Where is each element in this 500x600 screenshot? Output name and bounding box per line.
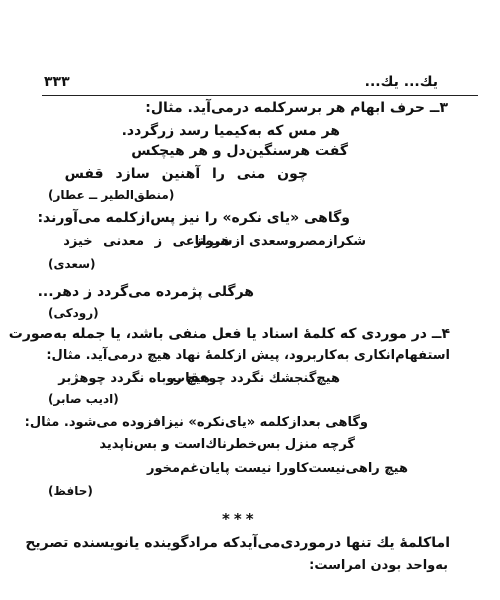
section3-verse-line: گفت هرسنگین‌دل و هر هیچکس	[131, 143, 348, 159]
section3-heading: ۳ــ حرف ابهام هر برسرکلمه درمی‌آید. مثال:	[145, 100, 448, 116]
verse-line: هرگلی پژمرده می‌گردد ز دهر...	[37, 284, 254, 300]
source-attribution: (سعدی)	[48, 257, 96, 271]
section4-intro: وگاهی بعدازکلمه «یای‌نکره» نیزافزوده می‌شود. مثال:	[24, 415, 368, 430]
closing-paragraph-line: به‌واحد بودن امراست:	[309, 558, 448, 573]
verse-line: گرچه منزل بس‌خطرناك‌است و بس‌ناپدید	[99, 437, 355, 452]
section4-heading: ۴ــ در موردی که کلمهٔ اسناد یا فعل منفی باشد، یا جمله به‌صورت	[8, 326, 450, 342]
section3-example-line: هر مس که به‌کیمیا رسد زرگردد.	[121, 123, 340, 139]
page-number: ۳۳۳	[44, 74, 70, 90]
verse-hemistich: هیچ روباه نگردد چوهژبر	[58, 371, 210, 386]
source-attribution: (رودکی)	[48, 306, 99, 320]
closing-paragraph-line: اماکلمهٔ یك تنها درموردی‌می‌آیدکه مرادگوینده یانویسنده تصریح	[25, 535, 450, 551]
source-attribution: (ادیب صابر)	[48, 392, 119, 406]
source-attribution: (منطق‌الطیر ــ عطار)	[48, 188, 175, 202]
section3-intro: وگاهی «یای نکره» را نیز پس‌ازکلمه می‌آورند:	[37, 210, 350, 226]
header-rule	[42, 95, 478, 96]
section4-heading-continuation: استفهام‌انکاری به‌کاربرود، پیش ازکلمهٔ نهاد هیچ درمی‌آید. مثال:	[46, 348, 450, 363]
section3-verse-line: چون منی را آهنین سازد قفس	[64, 166, 308, 182]
verse-hemistich: هرمتاعی ز معدنی خیزد	[63, 234, 230, 249]
section-separator: ***	[222, 510, 258, 528]
header-title: یك... یك...	[364, 74, 438, 90]
verse-hemistich: هیچ‌گنجشك نگردد چوعقاب	[172, 371, 340, 386]
verse-hemistich: شکرازمصروسعدی ازشیراز	[194, 234, 366, 249]
verse-line: هیچ راهی‌نیست‌کاورا نیست پایان‌غم‌مخور	[147, 461, 408, 476]
source-attribution: (حافظ)	[48, 484, 93, 498]
